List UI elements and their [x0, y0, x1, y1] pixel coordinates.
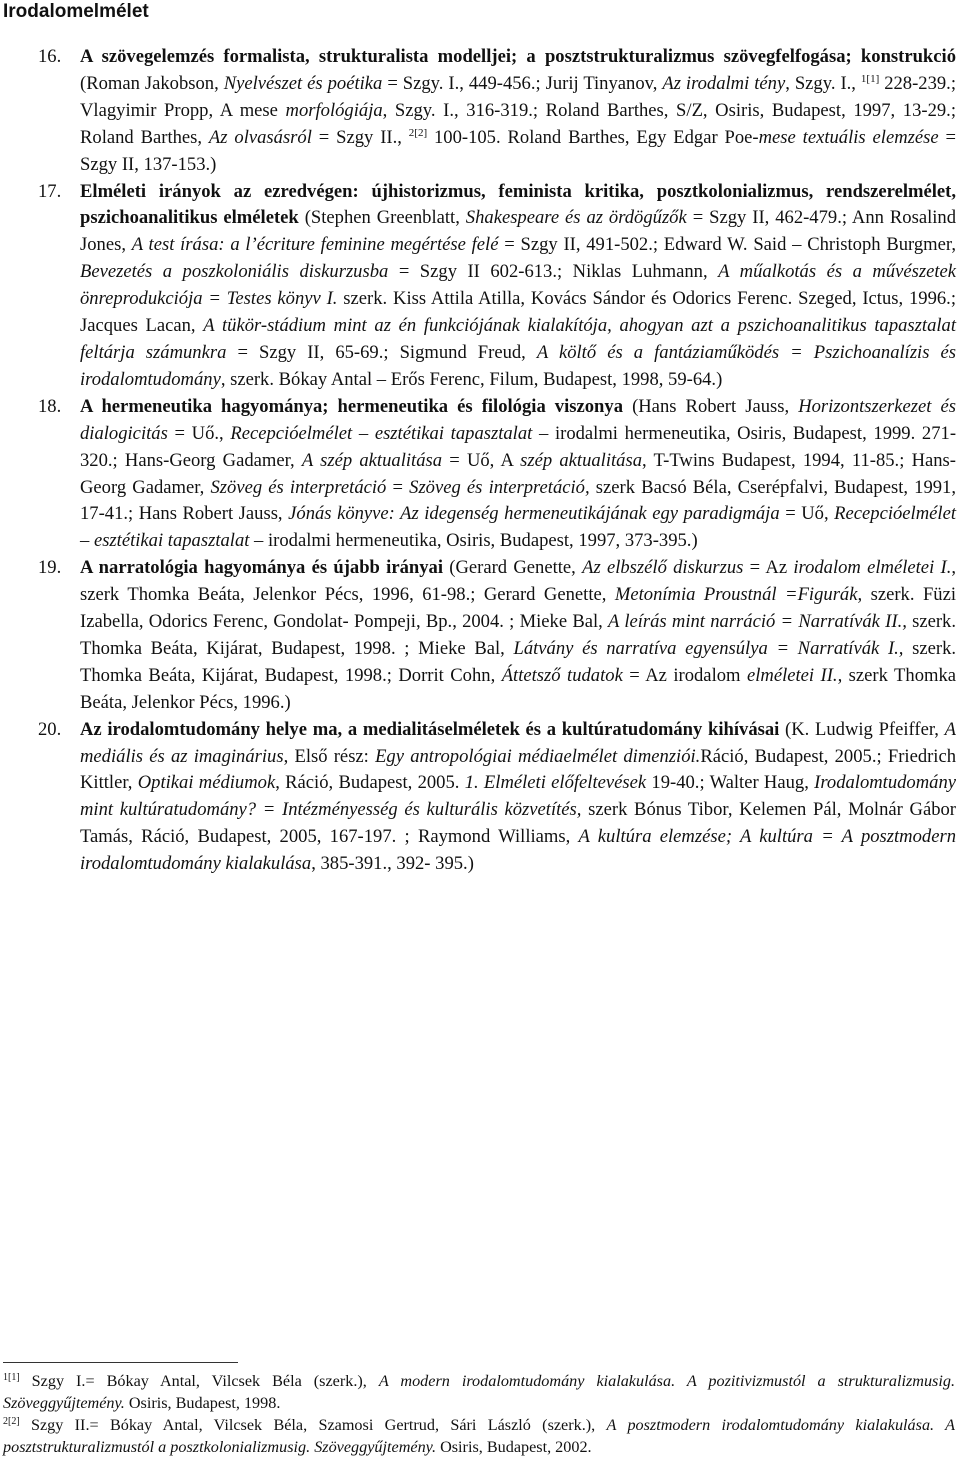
- page-header: Irodalomelmélet: [3, 1, 149, 22]
- item-title: A szövegelemzés formalista, strukturalista modelljei; a posztstrukturalizmus szövegfelfogása; konstrukció: [80, 46, 956, 67]
- footnote-separator: [3, 1362, 238, 1363]
- footnotes: [3, 1370, 955, 1458]
- item-number: 18.: [38, 395, 62, 417]
- item-title: Az irodalomtudomány helye ma, a medialitáselméletek és a kultúratudomány kihívásai: [80, 718, 780, 740]
- footnote: $^{2[2]}$ Szgy II.= Bókay Antal, Vilcsek Béla, Szamosi Gertrud, Sári László (szerk.), A posztmodern irodalomtudomány kialakulása. A posztstrukturalizmustól a posztkolonializmusig. Szöveggyűjtemény. Osiris, Budapest, 2002.: [3, 1416, 955, 1456]
- footnote-ref-1[interactable]: 1[1]: [860, 72, 880, 85]
- item-number: 20.: [38, 718, 62, 740]
- item-text: A szövegelemzés formalista, strukturalista modelljei; a posztstrukturalizmus szövegfelfogása; konstrukció (Roman Jakobson, Nyelvészet és poétika = Szgy. I., 449-456.; Jurij Tinyanov, Az irodalmi tény, Szgy. I., $^{1[1]}$ 228-239.; Vlagyimir Propp, A mese morfológiája, Szgy. I., 316-319.; Roland Barthes, S/Z, Osiris, Budapest, 1997, 13-29.; Roland Barthes, Az olvasásról = Szgy II., $^{2[2]}$ 100-105. Roland Barthes, Egy Edgar Poe-mese textuális elemzése = Szgy II, 137-153.): [80, 46, 956, 175]
- footnote: $^{1[1]}$ Szgy I.= Bókay Antal, Vilcsek Béla (szerk.), A modern irodalomtudomány kialakulása. A pozitivizmustól a strukturalizmusig. Szöveggyűjtemény. Osiris, Budapest, 1998.: [3, 1372, 955, 1412]
- list-item: [0, 555, 960, 716]
- item-text: Elméleti irányok az ezredvégen: újhistorizmus, feminista kritika, posztkolonializmus, rendszerelmélet, pszichoanalitikus elméletek (Stephen Greenblatt, Shakespeare és az ördögűzők = Szgy II, 462-479.; Ann Rosalind Jones, A test írása: a l’écriture feminine megértése felé = Szgy II, 491-502.; Edward W. Said – Christoph Burgmer, Bevezetés a poszkoloniális diskurzusba = Szgy II 602-613.; Niklas Luhmann, A műalkotás és a művészetek önreprodukciója = Testes könyv I. szerk. Kiss Attila Atilla, Kovács Sándor és Odorics Ferenc. Szeged, Ictus, 1996.; Jacques Lacan, A tükör-stádium mint az én funkciójának kialakítója, ahogyan azt a pszichoanalitikus tapasztalat feltárja számunkra = Szgy II, 65-69.; Sigmund Freud, A költő és a fantáziaműködés = Pszichoanalízis és irodalomtudomány, szerk. Bókay Antal – Erős Ferenc, Filum, Budapest, 1998, 59-64.): [80, 180, 957, 390]
- footnote-marker[interactable]: 2[2]: [3, 1416, 20, 1427]
- list-item: [0, 394, 960, 555]
- item-text: A hermeneutika hagyománya; hermeneutika és filológia viszonya (Hans Robert Jauss, Horizontszerkezet és dialogicitás = Uő., Recepcióelmélet – esztétikai tapasztalat – irodalmi hermeneutika, Osiris, Budapest, 1999. 271-320.; Hans-Georg Gadamer, A szép aktualitása = Uő, A szép aktualitása, T-Twins Budapest, 1994, 11-85.; Hans-Georg Gadamer, Szöveg és interpretáció = Szöveg és interpretáció, szerk Bacsó Béla, Cserépfalvi, Budapest, 1991, 17-41.; Hans Robert Jauss, Jónás könyve: Az idegenség hermeneutikájának egy paradigmája = Uő, Recepcióelmélet – esztétikai tapasztalat – irodalmi hermeneutika, Osiris, Budapest, 1997, 373-395.): [80, 395, 957, 552]
- item-text: Az irodalomtudomány helye ma, a medialitáselméletek és a kultúratudomány kihívásai (K. Ludwig Pfeiffer, A mediális és az imaginárius, Első rész: Egy antropológiai médiaelmélet dimenziói.Ráció, Budapest, 2005.; Friedrich Kittler, Optikai médiumok, Ráció, Budapest, 2005. 1. Elméleti előfeltevések 19-40.; Walter Haug, Irodalomtudomány mint kultúratudomány? = Intézményesség és kulturális közvetítés, szerk Bónus Tibor, Kelemen Pál, Molnár Gábor Tamás, Ráció, Budapest, 2005, 167-197. ; Raymond Williams, A kultúra elemzése; A kultúra = A posztmodern irodalomtudomány kialakulása, 385-391., 392- 395.): [80, 718, 957, 875]
- list-item: [0, 179, 960, 394]
- list-item: [0, 44, 960, 179]
- topic-list: [0, 44, 960, 878]
- item-number: 16.: [38, 46, 62, 67]
- footnote-ref-2[interactable]: 2[2]: [408, 126, 428, 139]
- list-item: [0, 717, 960, 878]
- item-number: 17.: [38, 180, 62, 202]
- item-title: A hermeneutika hagyománya; hermeneutika és filológia viszonya: [80, 395, 623, 417]
- item-title: A narratológia hagyománya és újabb irányai: [80, 557, 443, 579]
- footnote-marker[interactable]: 1[1]: [3, 1372, 20, 1383]
- item-title: Elméleti irányok az ezredvégen: újhistorizmus, feminista kritika, posztkolonializmus, rendszerelmélet, pszichoanalitikus elméletek: [80, 180, 956, 229]
- item-number: 19.: [38, 557, 62, 579]
- item-text: A narratológia hagyománya és újabb irányai (Gerard Genette, Az elbszélő diskurzus = Az irodalom elméletei I., szerk Thomka Beáta, Jelenkor Pécs, 1996, 61-98.; Gerard Genette, Metonímia Proustnál =Figurák, szerk. Füzi Izabella, Odorics Ferenc, Gondolat- Pompeji, Bp., 2004. ; Mieke Bal, A leírás mint narráció = Narratívák II., szerk. Thomka Beáta, Kijárat, Budapest, 1998. ; Mieke Bal, Látvány és narratíva egyensúlya = Narratívák I., szerk. Thomka Beáta, Kijárat, Budapest, 1998.; Dorrit Cohn, Áttetsző tudatok = Az irodalom elméletei II., szerk Thomka Beáta, Jelenkor Pécs, 1996.): [80, 557, 957, 713]
